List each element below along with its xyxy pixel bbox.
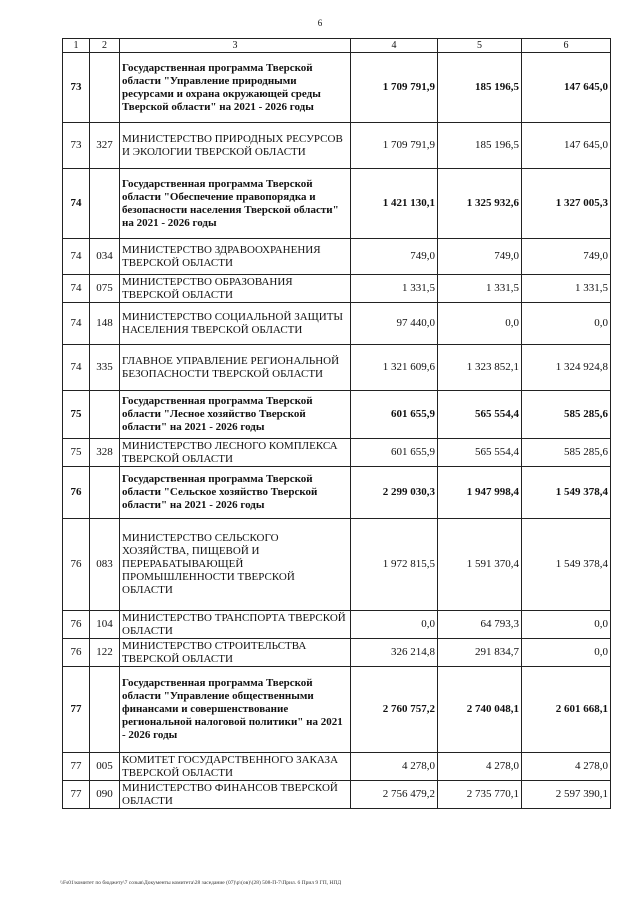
row-number: 74 <box>63 303 90 345</box>
value-col6: 0,0 <box>522 303 611 345</box>
header-cell-4: 4 <box>351 39 438 53</box>
value-col5: 1 323 852,1 <box>438 345 522 391</box>
value-col5: 565 554,4 <box>438 439 522 467</box>
row-number: 75 <box>63 439 90 467</box>
program-row <box>63 53 611 123</box>
value-col4: 749,0 <box>351 239 438 275</box>
value-col4: 601 655,9 <box>351 391 438 439</box>
value-col6: 585 285,6 <box>522 439 611 467</box>
value-col4: 1 321 609,6 <box>351 345 438 391</box>
value-col5: 749,0 <box>438 239 522 275</box>
department-row <box>63 239 611 275</box>
value-col6: 1 549 378,4 <box>522 467 611 519</box>
value-col5: 185 196,5 <box>438 123 522 169</box>
department-code: 327 <box>90 123 120 169</box>
row-number: 76 <box>63 519 90 611</box>
row-name: МИНИСТЕРСТВО ОБРАЗОВАНИЯ ТВЕРСКОЙ ОБЛАСТИ <box>120 275 351 303</box>
row-name: Государственная программа Тверской области "Управление общественными финансами и совершенствование региональной налоговой политики" на 2021 - 2026 годы <box>120 667 351 753</box>
value-col4: 601 655,9 <box>351 439 438 467</box>
value-col6: 147 645,0 <box>522 123 611 169</box>
value-col5: 1 325 932,6 <box>438 169 522 239</box>
value-col6: 2 601 668,1 <box>522 667 611 753</box>
value-col6: 749,0 <box>522 239 611 275</box>
value-col5: 291 834,7 <box>438 639 522 667</box>
row-number: 77 <box>63 781 90 809</box>
value-col6: 0,0 <box>522 611 611 639</box>
row-name: МИНИСТЕРСТВО ФИНАНСОВ ТВЕРСКОЙ ОБЛАСТИ <box>120 781 351 809</box>
department-row <box>63 519 611 611</box>
row-name: Государственная программа Тверской области "Лесное хозяйство Тверской области" на 2021 - 2026 годы <box>120 391 351 439</box>
department-code: 075 <box>90 275 120 303</box>
row-number: 74 <box>63 169 90 239</box>
row-number: 74 <box>63 275 90 303</box>
value-col4: 0,0 <box>351 611 438 639</box>
value-col6: 1 549 378,4 <box>522 519 611 611</box>
budget-table <box>62 38 611 809</box>
value-col4: 2 760 757,2 <box>351 667 438 753</box>
department-code <box>90 53 120 123</box>
department-row <box>63 439 611 467</box>
row-number: 74 <box>63 345 90 391</box>
row-name: МИНИСТЕРСТВО ТРАНСПОРТА ТВЕРСКОЙ ОБЛАСТИ <box>120 611 351 639</box>
header-row <box>63 39 611 53</box>
value-col5: 1 331,5 <box>438 275 522 303</box>
row-name: МИНИСТЕРСТВО СЕЛЬСКОГО ХОЗЯЙСТВА, ПИЩЕВОЙ И ПЕРЕРАБАТЫВАЮЩЕЙ ПРОМЫШЛЕННОСТИ ТВЕРСКОЙ ОБЛАСТИ <box>120 519 351 611</box>
department-code: 090 <box>90 781 120 809</box>
value-col5: 1 591 370,4 <box>438 519 522 611</box>
value-col5: 2 740 048,1 <box>438 667 522 753</box>
department-code <box>90 391 120 439</box>
row-name: Государственная программа Тверской области "Обеспечение правопорядка и безопасности населения Тверской области" на 2021 - 2026 годы <box>120 169 351 239</box>
department-code <box>90 667 120 753</box>
value-col4: 1 709 791,9 <box>351 123 438 169</box>
row-number: 73 <box>63 53 90 123</box>
program-row <box>63 667 611 753</box>
file-path-footer: \\Fs01\комитет по бюджету\7 созыв\Документы комитета\28 заседание (07)\р\(ов)\(28) 508-П-7\Прил. 6 Прил 9 ГП, НПД <box>60 880 342 886</box>
value-col6: 4 278,0 <box>522 753 611 781</box>
department-row <box>63 303 611 345</box>
row-name: МИНИСТЕРСТВО ЗДРАВООХРАНЕНИЯ ТВЕРСКОЙ ОБЛАСТИ <box>120 239 351 275</box>
value-col4: 1 421 130,1 <box>351 169 438 239</box>
department-code <box>90 467 120 519</box>
value-col6: 1 327 005,3 <box>522 169 611 239</box>
department-code: 104 <box>90 611 120 639</box>
header-cell-3: 3 <box>120 39 351 53</box>
value-col5: 185 196,5 <box>438 53 522 123</box>
value-col6: 147 645,0 <box>522 53 611 123</box>
row-name: ГЛАВНОЕ УПРАВЛЕНИЕ РЕГИОНАЛЬНОЙ БЕЗОПАСНОСТИ ТВЕРСКОЙ ОБЛАСТИ <box>120 345 351 391</box>
department-row <box>63 123 611 169</box>
value-col5: 565 554,4 <box>438 391 522 439</box>
department-code: 083 <box>90 519 120 611</box>
page-number: 6 <box>317 18 323 28</box>
value-col5: 4 278,0 <box>438 753 522 781</box>
row-name: МИНИСТЕРСТВО СТРОИТЕЛЬСТВА ТВЕРСКОЙ ОБЛАСТИ <box>120 639 351 667</box>
row-number: 77 <box>63 667 90 753</box>
department-code: 122 <box>90 639 120 667</box>
department-row <box>63 275 611 303</box>
value-col4: 2 756 479,2 <box>351 781 438 809</box>
row-number: 75 <box>63 391 90 439</box>
value-col4: 2 299 030,3 <box>351 467 438 519</box>
value-col6: 585 285,6 <box>522 391 611 439</box>
header-cell-5: 5 <box>438 39 522 53</box>
department-code: 335 <box>90 345 120 391</box>
department-code <box>90 169 120 239</box>
header-cell-1: 1 <box>63 39 90 53</box>
value-col5: 2 735 770,1 <box>438 781 522 809</box>
value-col6: 0,0 <box>522 639 611 667</box>
row-name: МИНИСТЕРСТВО СОЦИАЛЬНОЙ ЗАЩИТЫ НАСЕЛЕНИЯ ТВЕРСКОЙ ОБЛАСТИ <box>120 303 351 345</box>
row-name: Государственная программа Тверской области "Управление природными ресурсами и охрана окружающей среды Тверской области" на 2021 - 2026 годы <box>120 53 351 123</box>
row-number: 76 <box>63 467 90 519</box>
value-col4: 97 440,0 <box>351 303 438 345</box>
value-col4: 4 278,0 <box>351 753 438 781</box>
row-name: МИНИСТЕРСТВО ПРИРОДНЫХ РЕСУРСОВ И ЭКОЛОГИИ ТВЕРСКОЙ ОБЛАСТИ <box>120 123 351 169</box>
row-name: МИНИСТЕРСТВО ЛЕСНОГО КОМПЛЕКСА ТВЕРСКОЙ ОБЛАСТИ <box>120 439 351 467</box>
program-row <box>63 169 611 239</box>
row-number: 76 <box>63 611 90 639</box>
department-code: 148 <box>90 303 120 345</box>
value-col6: 2 597 390,1 <box>522 781 611 809</box>
department-code: 328 <box>90 439 120 467</box>
department-row <box>63 345 611 391</box>
department-code: 034 <box>90 239 120 275</box>
value-col4: 1 709 791,9 <box>351 53 438 123</box>
value-col4: 326 214,8 <box>351 639 438 667</box>
value-col5: 64 793,3 <box>438 611 522 639</box>
value-col4: 1 972 815,5 <box>351 519 438 611</box>
row-number: 74 <box>63 239 90 275</box>
department-row <box>63 753 611 781</box>
value-col4: 1 331,5 <box>351 275 438 303</box>
department-row <box>63 611 611 639</box>
department-row <box>63 781 611 809</box>
header-cell-6: 6 <box>522 39 611 53</box>
program-row <box>63 391 611 439</box>
row-number: 76 <box>63 639 90 667</box>
header-cell-2: 2 <box>90 39 120 53</box>
department-row <box>63 639 611 667</box>
value-col5: 1 947 998,4 <box>438 467 522 519</box>
row-number: 73 <box>63 123 90 169</box>
value-col5: 0,0 <box>438 303 522 345</box>
row-name: Государственная программа Тверской области "Сельское хозяйство Тверской области" на 2021 - 2026 годы <box>120 467 351 519</box>
value-col6: 1 324 924,8 <box>522 345 611 391</box>
value-col6: 1 331,5 <box>522 275 611 303</box>
program-row <box>63 467 611 519</box>
department-code: 005 <box>90 753 120 781</box>
row-number: 77 <box>63 753 90 781</box>
row-name: КОМИТЕТ ГОСУДАРСТВЕННОГО ЗАКАЗА ТВЕРСКОЙ ОБЛАСТИ <box>120 753 351 781</box>
